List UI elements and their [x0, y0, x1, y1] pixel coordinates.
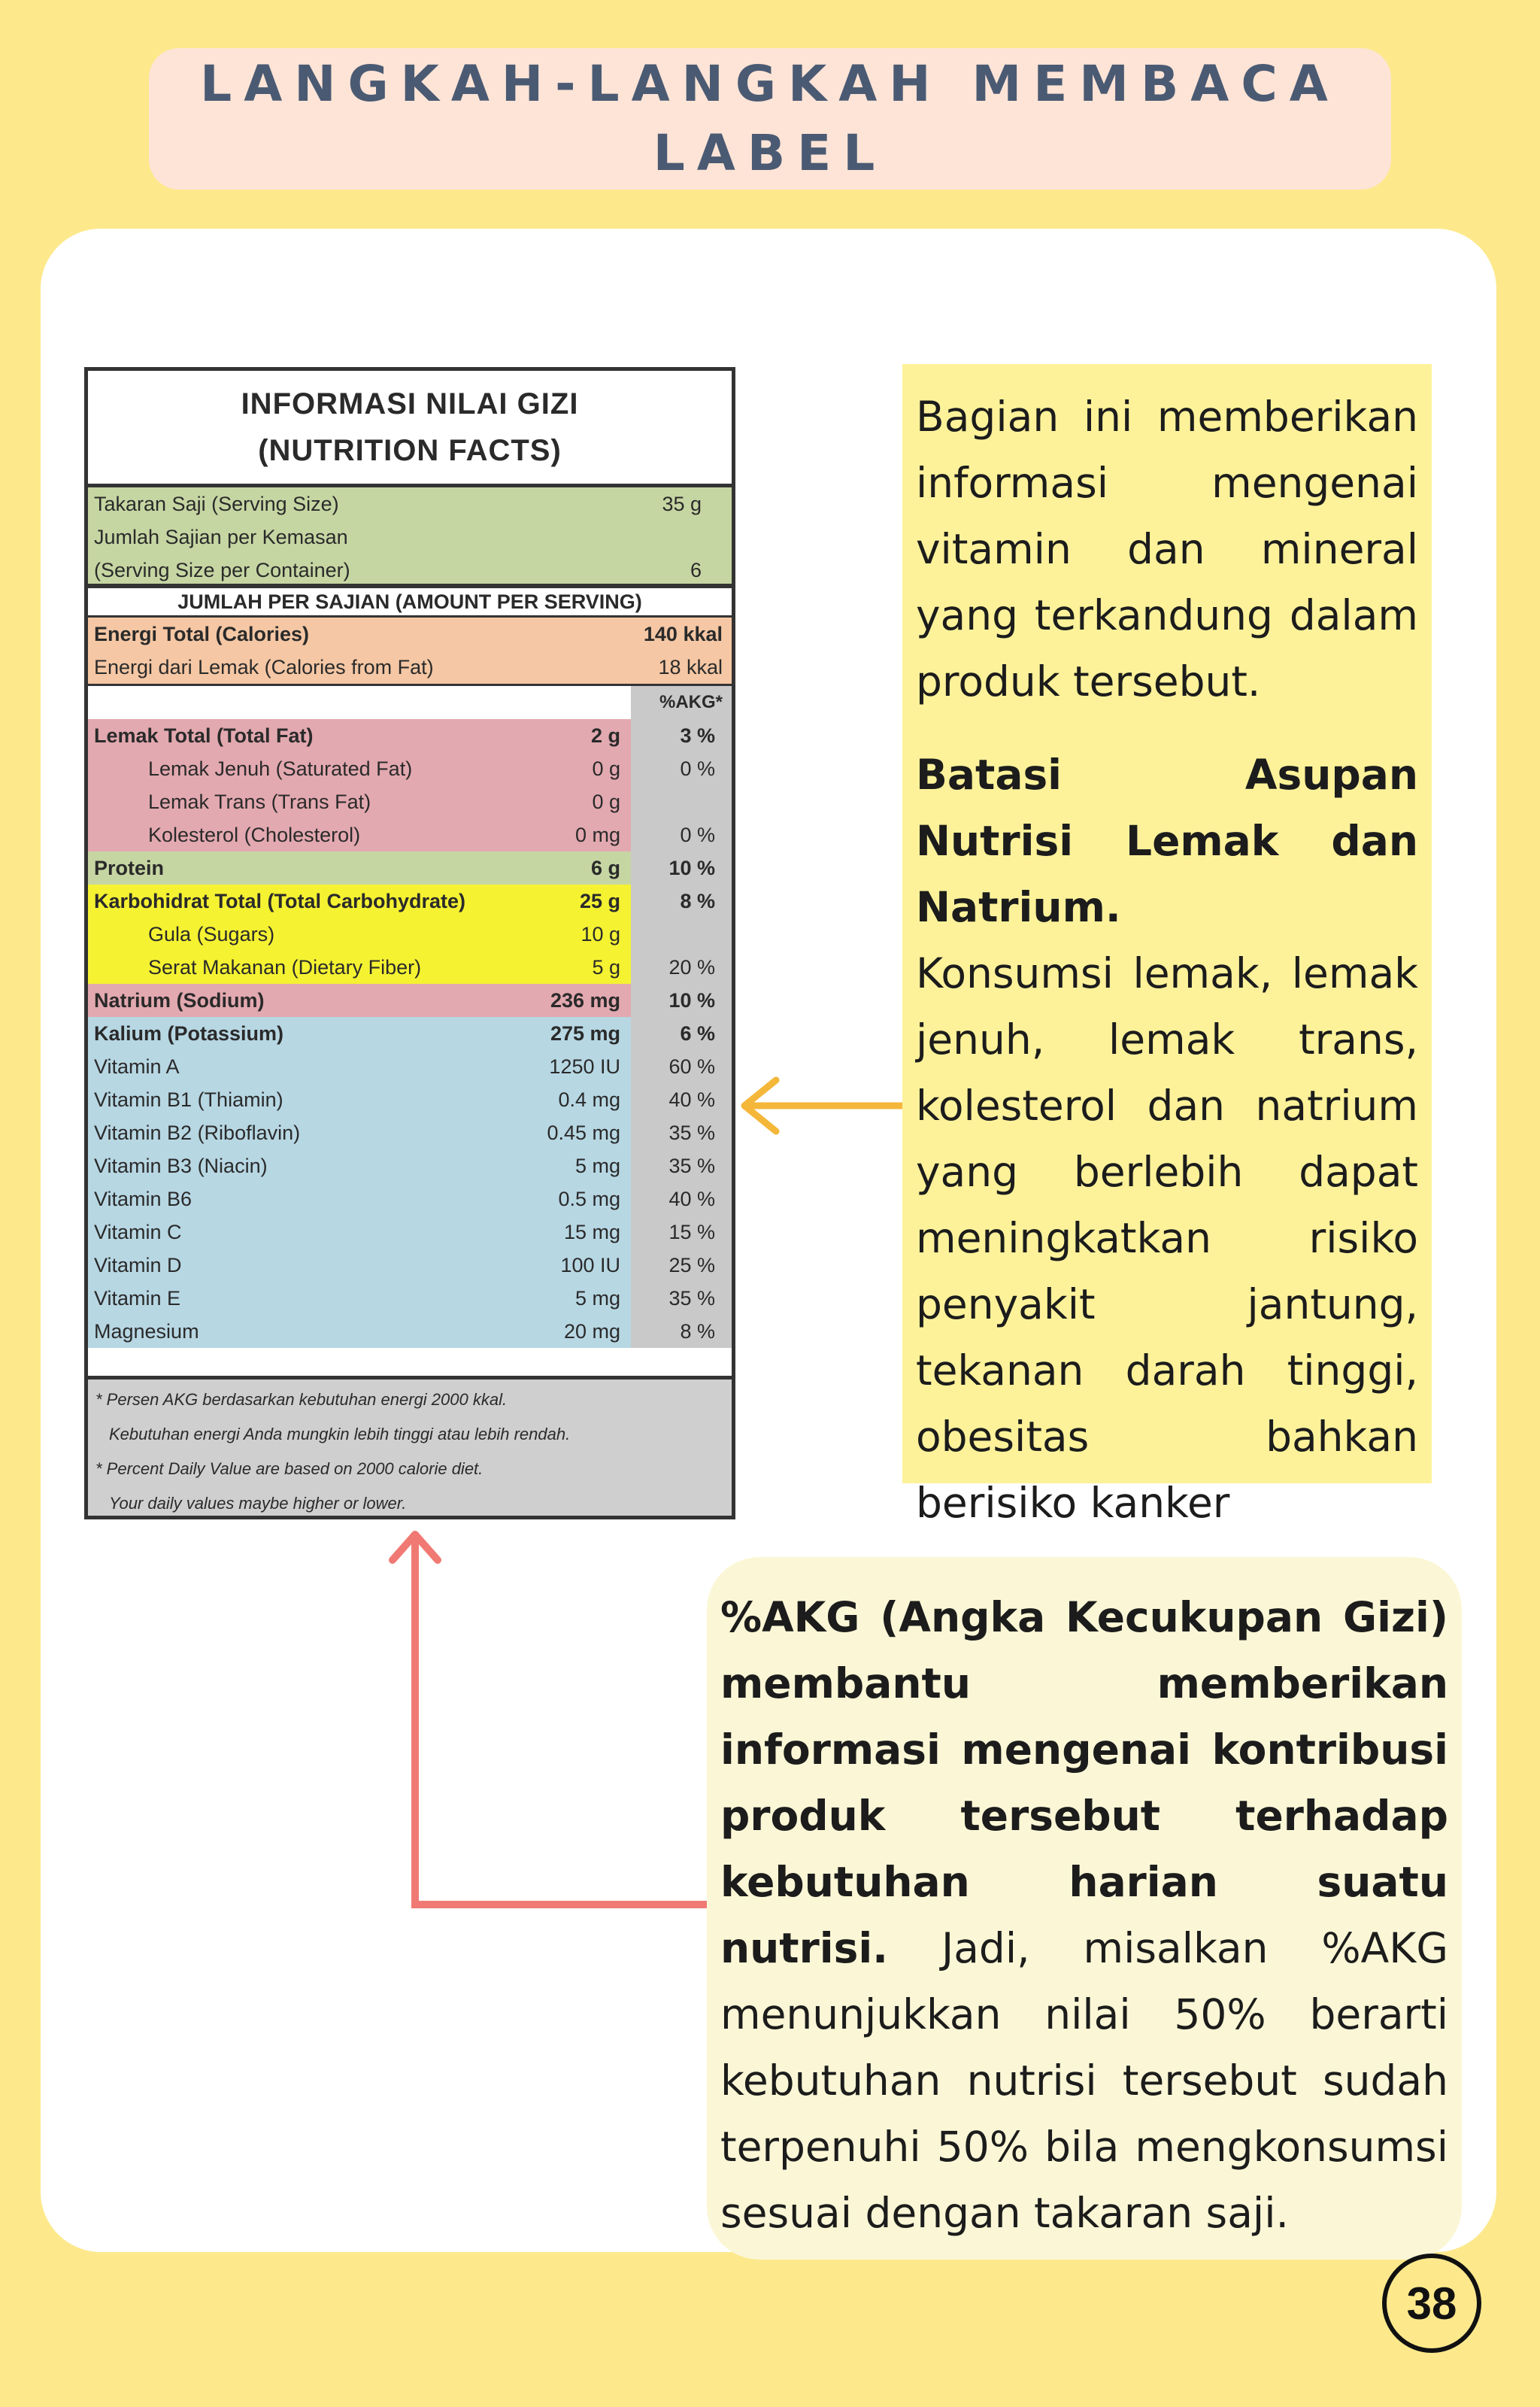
akg-column-cell [631, 785, 732, 818]
nutrient-amount: 0.45 mg [547, 1122, 620, 1144]
nutrient-amount: 20 mg [563, 1320, 620, 1343]
nutrient-akg-percent: 8 % [680, 1320, 715, 1343]
nutrient-label: Kolesterol (Cholesterol) [148, 824, 361, 846]
nutrient-row [88, 1282, 732, 1315]
nutrient-label: Magnesium [94, 1320, 199, 1343]
nutrient-akg-percent: 25 % [668, 1254, 715, 1276]
calories-section [88, 618, 732, 686]
nutrient-akg-percent: 40 % [668, 1088, 715, 1111]
nutrient-row [88, 1182, 732, 1216]
nutrient-amount: 0 g [592, 791, 620, 813]
akg-column-cell [631, 918, 732, 951]
nutrient-amount: 2 g [590, 724, 620, 747]
nutrition-facts-label [84, 367, 735, 1519]
nutrient-row [88, 1116, 732, 1149]
akg-paragraph-bold: %AKG (Angka Kecukupan Gizi) membantu memberikan informasi mengenai kontribusi produk tersebut terhadap kebutuhan harian suatu nutrisi. [720, 1593, 1448, 1972]
akg-explanation-box [707, 1557, 1462, 2260]
nutrient-akg-percent: 6 % [680, 1022, 715, 1045]
nutrient-label: Gula (Sugars) [148, 923, 275, 945]
nutrient-label: Lemak Trans (Trans Fat) [148, 791, 371, 813]
nutrient-akg-percent: 15 % [668, 1221, 715, 1243]
nutrient-label: Lemak Total (Total Fat) [94, 724, 314, 747]
serving-row [88, 554, 732, 587]
nutrient-amount: 100 IU [560, 1254, 620, 1276]
nutrient-row [88, 918, 732, 951]
nutrient-akg-percent: 35 % [668, 1155, 715, 1177]
nutrient-akg-percent: 3 % [680, 724, 715, 747]
serving-label: Jumlah Sajian per Kemasan [94, 526, 348, 548]
footnote-line: Your daily values maybe higher or lower. [109, 1494, 407, 1513]
nutrient-amount: 1250 IU [549, 1055, 620, 1078]
nutrient-list [88, 719, 732, 1348]
nutrient-label: Natrium (Sodium) [94, 989, 265, 1012]
calories-label: Energi Total (Calories) [94, 623, 310, 645]
nutrient-label: Vitamin B3 (Niacin) [94, 1155, 268, 1177]
nutrient-row [88, 1017, 732, 1050]
nutrient-label: Serat Makanan (Dietary Fiber) [148, 956, 422, 979]
nutrient-akg-percent: 0 % [680, 824, 715, 846]
footnote-line: Kebutuhan energi Anda mungkin lebih tinggi atau lebih rendah. [109, 1425, 571, 1443]
footnote-line: * Percent Daily Value are based on 2000 calorie diet. [95, 1459, 484, 1478]
nutrient-row [88, 951, 732, 984]
page-number: 38 [1382, 2254, 1481, 2353]
nutrient-row [88, 1249, 732, 1282]
nutrient-label: Vitamin B2 (Riboflavin) [94, 1122, 301, 1144]
serving-value: 6 [690, 559, 702, 581]
nutrient-amount: 25 g [579, 890, 620, 912]
serving-label: Takaran Saji (Serving Size) [94, 493, 339, 515]
serving-section [88, 487, 732, 588]
calories-row [88, 618, 732, 651]
nutrient-amount: 10 g [581, 923, 620, 945]
calories-label: Energi dari Lemak (Calories from Fat) [94, 656, 434, 678]
nutrient-row [88, 984, 732, 1017]
nutrient-amount: 0.5 mg [558, 1188, 620, 1210]
nutrient-akg-percent: 60 % [668, 1055, 715, 1078]
nutrient-row [88, 1050, 732, 1083]
nutrient-amount: 0.4 mg [558, 1088, 620, 1111]
nutrient-label: Vitamin B1 (Thiamin) [94, 1088, 283, 1111]
nutrient-akg-percent: 20 % [668, 956, 715, 979]
nutrient-akg-percent: 10 % [668, 857, 715, 879]
page-title-banner [149, 48, 1391, 190]
nutrient-row [88, 1083, 732, 1116]
nutrient-akg-percent: 0 % [680, 757, 715, 780]
nutrient-label: Karbohidrat Total (Total Carbohydrate) [94, 890, 466, 912]
nutrient-row [88, 1216, 732, 1249]
nutrient-row [88, 752, 732, 785]
nutrient-label: Protein [94, 857, 165, 879]
nutrient-amount: 0 mg [574, 824, 620, 846]
label-heading [88, 371, 732, 487]
nutrient-akg-percent: 8 % [680, 890, 715, 912]
info-paragraph-2-heading: Batasi Asupan Nutrisi Lemak dan Natrium. [916, 751, 1418, 931]
serving-value: 35 g [662, 493, 702, 515]
akg-header-row [88, 686, 732, 719]
nutrient-label: Lemak Jenuh (Saturated Fat) [148, 757, 413, 780]
serving-row [88, 521, 732, 554]
nutrient-row [88, 1149, 732, 1182]
footnote-line: * Persen AKG berdasarkan kebutuhan energi 2000 kkal. [95, 1390, 508, 1409]
nutrient-label: Vitamin D [94, 1254, 182, 1276]
nutrient-row [88, 719, 732, 752]
nutrient-akg-percent: 40 % [668, 1188, 715, 1210]
info-paragraph-2 [916, 742, 1418, 1536]
nutrient-amount: 5 g [592, 956, 620, 979]
nutrient-amount: 5 mg [574, 1155, 620, 1177]
serving-row [88, 487, 732, 521]
calories-row [88, 651, 732, 684]
info-paragraph-1: Bagian ini memberikan informasi mengenai vitamin dan mineral yang terkandung dalam produk tersebut. [916, 393, 1418, 706]
nutrient-amount: 0 g [592, 757, 620, 780]
page-title-line-1: LANGKAH-LANGKAH MEMBACA [200, 55, 1340, 113]
akg-paragraph-text: Jadi, misalkan %AKG menunjukkan nilai 50% berarti kebutuhan nutrisi tersebut sudah terpenuhi 50% bila mengkonsumsi sesuai dengan takaran saji. [720, 1924, 1448, 2237]
amount-per-serving-header: JUMLAH PER SAJIAN (AMOUNT PER SERVING) [88, 588, 732, 618]
vitamin-mineral-info-box [902, 364, 1432, 1527]
label-footnotes [88, 1376, 732, 1516]
akg-paragraph [720, 1584, 1448, 2246]
nutrient-label: Vitamin E [94, 1287, 181, 1310]
nutrient-label: Vitamin B6 [94, 1188, 192, 1210]
calories-value: 140 kkal [643, 623, 723, 645]
nutrient-row [88, 851, 732, 885]
nutrient-label: Vitamin A [94, 1055, 180, 1078]
nutrient-akg-percent: 35 % [668, 1122, 715, 1144]
nutrient-akg-percent: 10 % [668, 989, 715, 1012]
page-title-line-2: LABEL [653, 124, 887, 182]
nutrient-row [88, 818, 732, 851]
akg-header: %AKG* [659, 692, 723, 712]
nutrient-amount: 275 mg [550, 1022, 620, 1045]
nutrient-amount: 15 mg [563, 1221, 620, 1243]
label-heading-line-2: (NUTRITION FACTS) [258, 434, 562, 467]
nutrient-amount: 6 g [590, 857, 620, 879]
calories-value: 18 kkal [658, 656, 723, 678]
nutrient-akg-percent: 35 % [668, 1287, 715, 1310]
serving-label: (Serving Size per Container) [94, 559, 350, 581]
nutrient-amount: 236 mg [550, 989, 620, 1012]
nutrient-label: Vitamin C [94, 1221, 182, 1243]
nutrient-row [88, 1315, 732, 1348]
label-heading-line-1: INFORMASI NILAI GIZI [241, 387, 579, 420]
nutrient-row [88, 885, 732, 918]
nutrient-label: Kalium (Potassium) [94, 1022, 284, 1045]
info-paragraph-2-text: Konsumsi lemak, lemak jenuh, lemak trans, kolesterol dan natrium yang berlebih dapat meningkatkan risiko penyakit jantung, tekanan darah tinggi, obesitas bahkan berisiko kanker [916, 949, 1418, 1527]
nutrient-amount: 5 mg [574, 1287, 620, 1310]
nutrient-row [88, 785, 732, 818]
